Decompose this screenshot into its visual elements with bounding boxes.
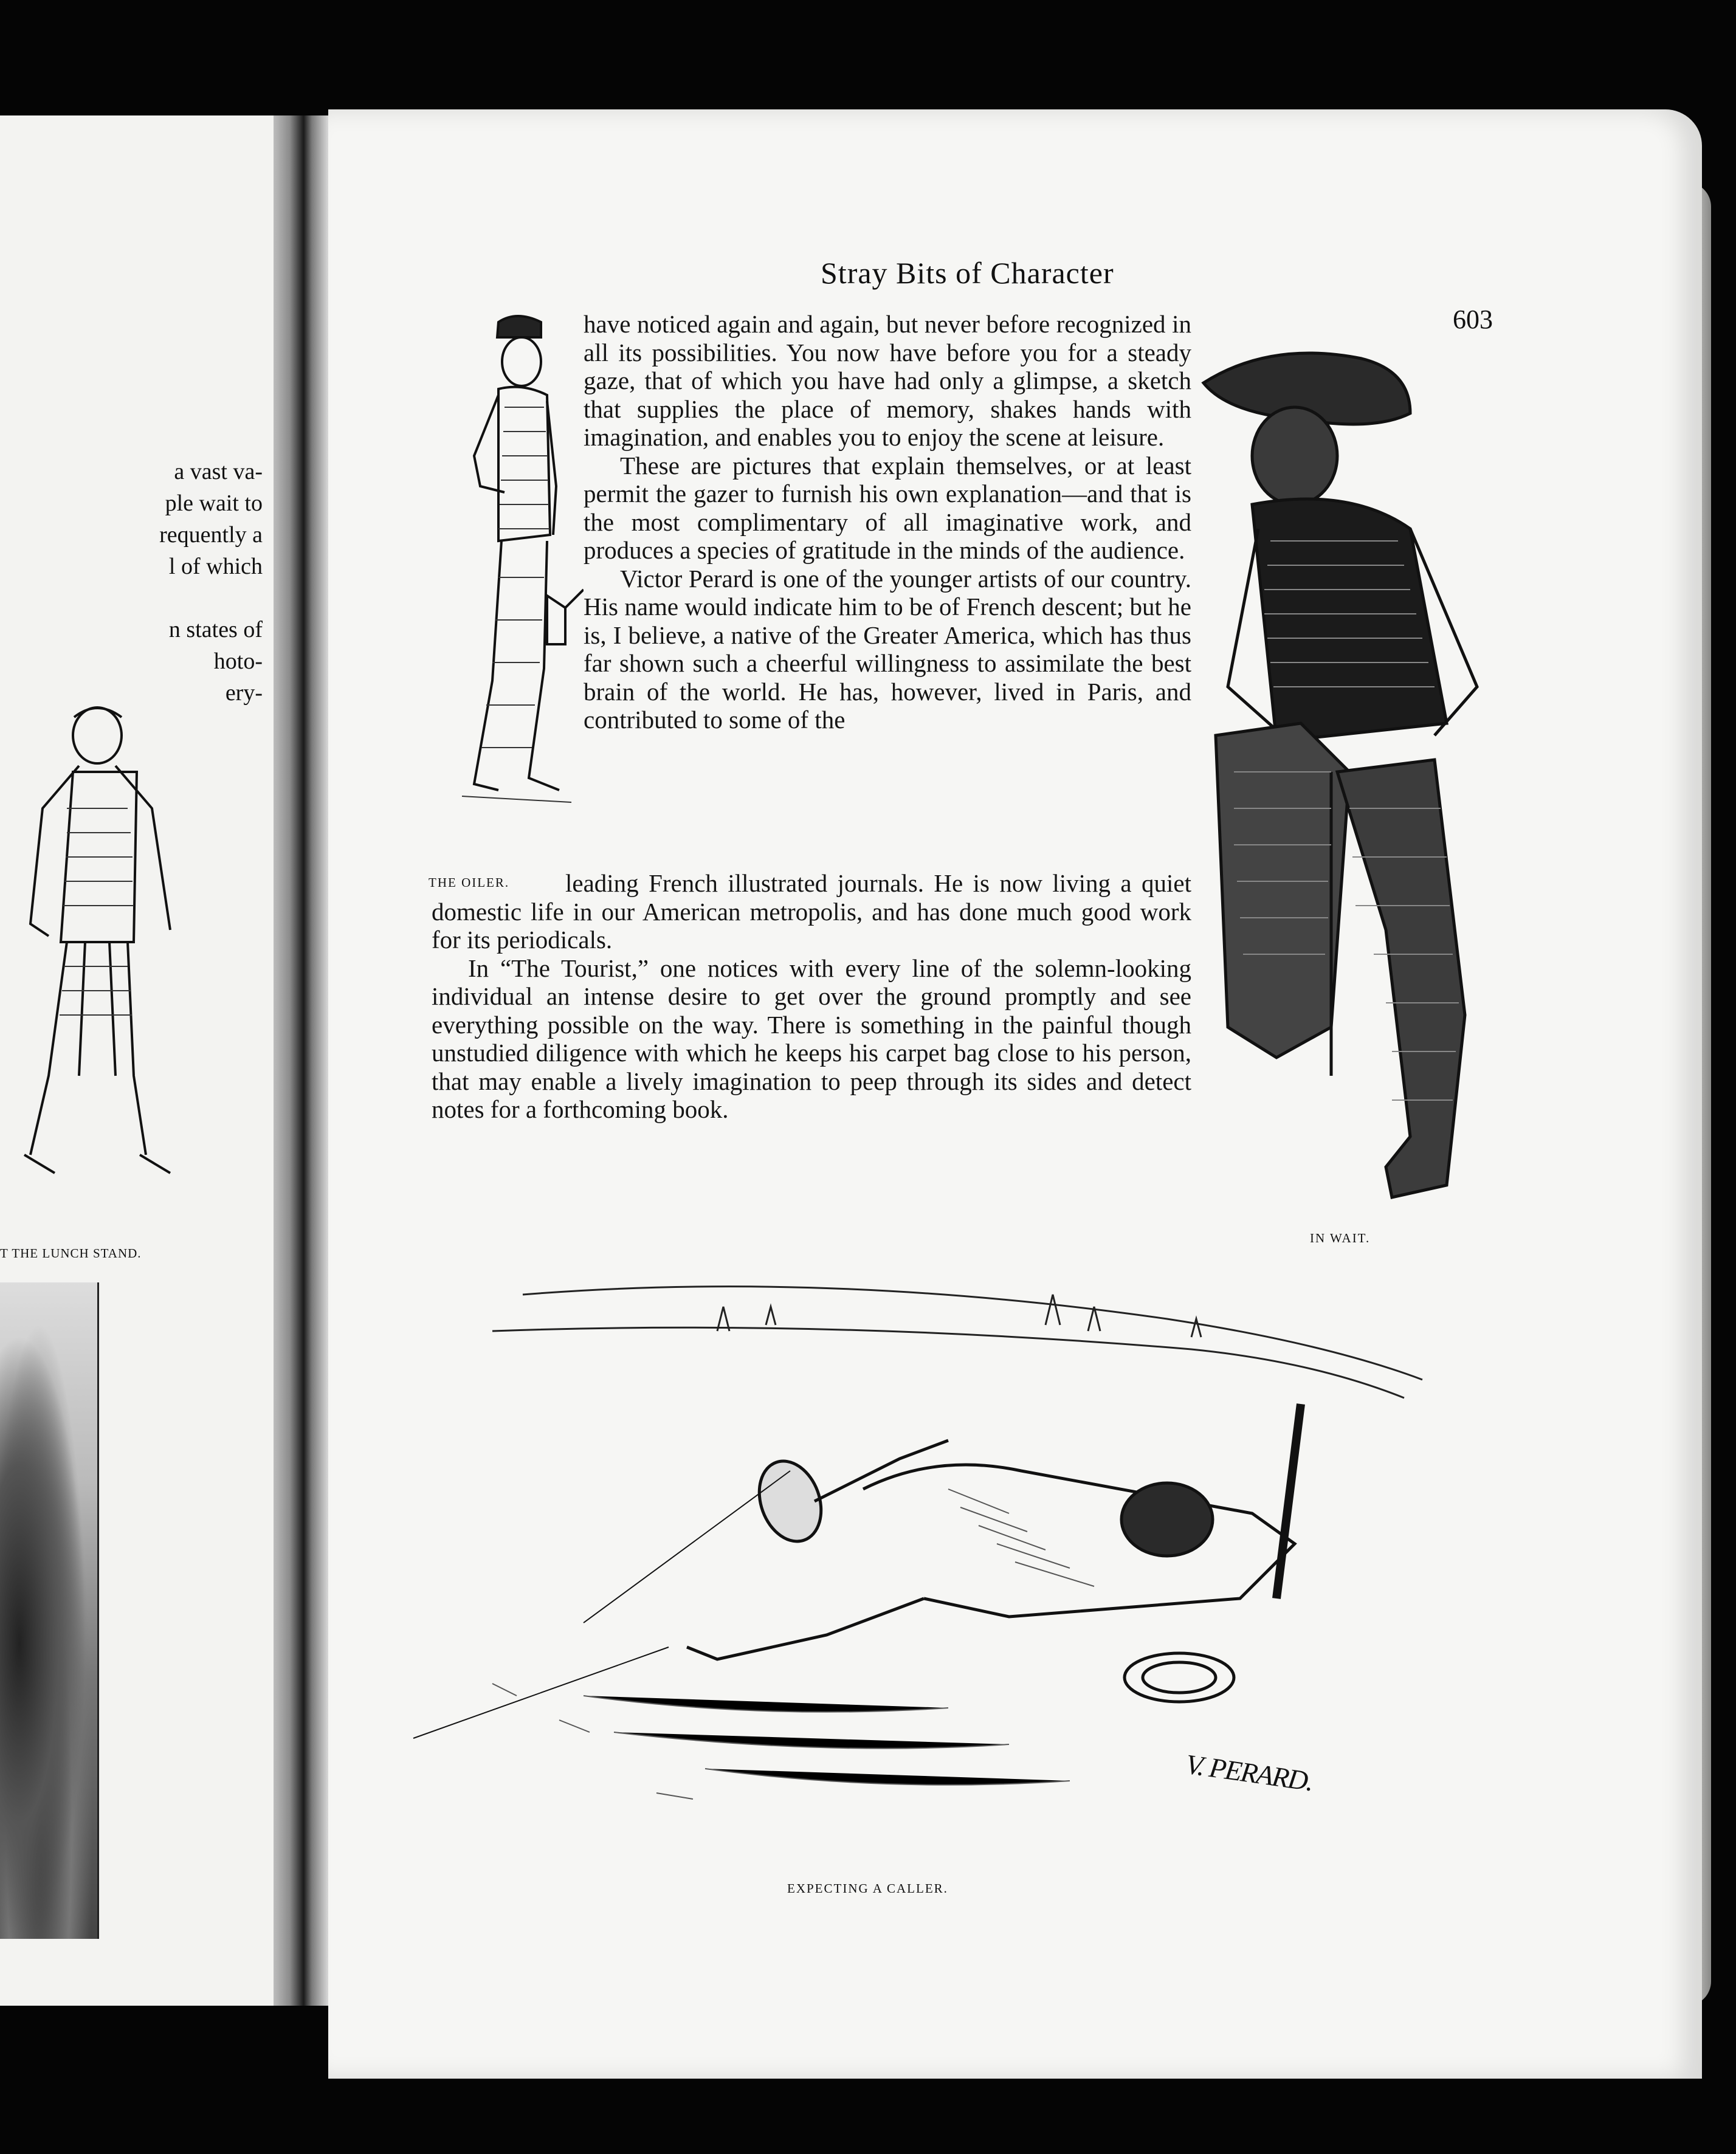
halftone-illustration (0, 1282, 99, 1939)
expecting-a-caller-illustration (401, 1258, 1447, 1842)
body-column-lower (432, 869, 1191, 1246)
left-text-line: l of which (168, 554, 263, 579)
book-spine (274, 115, 328, 2006)
left-figure-caption: T THE LUNCH STAND. (0, 1246, 142, 1261)
left-text-line: requently a (159, 522, 263, 548)
left-text-line: ery- (225, 680, 263, 706)
paragraph: In “The Tourist,” one notices with every line of the solemn-looking individual an intense desire to get over the ground promptly and see everything possible on the way. There is something in the painful though unstudied diligence with which he keeps his carpet bag close to his person, that may enable a lively imagination to peep through its sides and detect notes for a forthcoming book. (432, 954, 1191, 1123)
oiler-illustration (425, 304, 584, 851)
left-text-line: ple wait to (165, 490, 263, 516)
previous-page (0, 115, 277, 2006)
artist-signature: V. PERARD. (1183, 1748, 1315, 1797)
paragraph: These are pictures that explain themselves, or at least permit the gazer to furnish his own explanation—and that is the most complimentary of all imaginative work, and produces a species of gratitude in the minds of the audience. (584, 451, 1191, 564)
in-wait-illustration (1191, 346, 1568, 1222)
page-number: 603 (1453, 305, 1493, 334)
oiler-caption: THE OILER. (429, 875, 510, 890)
paragraph: have noticed again and again, but never before recognized in all its possibilities. You now have before you for a steady gaze, that of which you have had only a glimpse, a sketch that supplies the place of memory, shakes hands with imagination, and enables you to enjoy the scene at leisure. (584, 310, 1191, 451)
left-text-line: a vast va- (174, 459, 263, 484)
left-text-line: n states of (168, 617, 263, 642)
paragraph: Victor Perard is one of the younger artists of our country. His name would indicate him to be of French descent; but he is, I believe, a native of the Greater America, which has thus far shown such a cheerful willingness to assimilate the best brain of the world. He has, however, lived in Paris, and contributed to some of the (584, 564, 1191, 734)
in-wait-caption: IN WAIT. (1310, 1231, 1371, 1245)
running-head: Stray Bits of Character (821, 256, 1114, 290)
lunch-stand-illustration (6, 650, 188, 1228)
caller-caption: EXPECTING A CALLER. (787, 1881, 948, 1896)
left-text-line: hoto- (213, 649, 263, 674)
paragraph: leading French illustrated journals. He is now living a quiet domestic life in our American metropolis, and has done much good work for its periodicals. (432, 869, 1191, 954)
